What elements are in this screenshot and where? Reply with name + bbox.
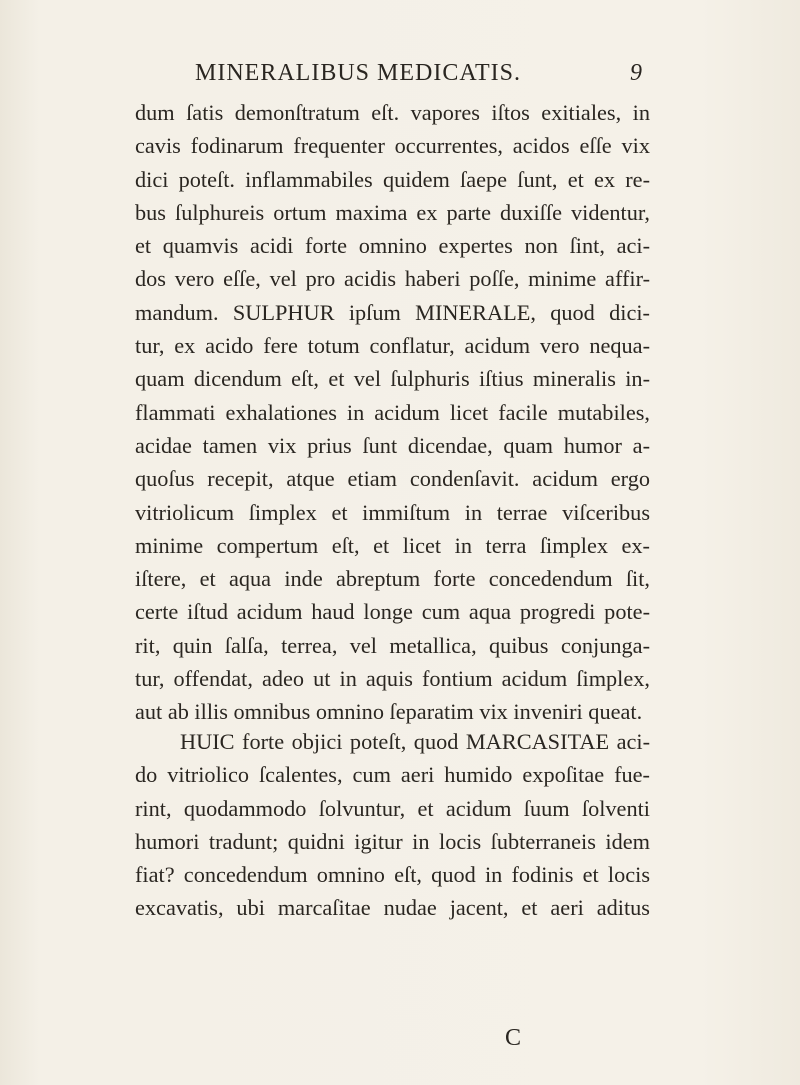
text-line: acidae tamen vix prius ſunt dicendae, quam humor a-: [135, 432, 650, 458]
text-line: dum ſatis demonſtratum eſt. vapores iſtos exitiales, in: [135, 100, 650, 125]
text-line: rint, quodammodo ſolvuntur, et acidum ſuum ſolventi: [135, 795, 650, 821]
text-line: do vitriolico ſcalentes, cum aeri humido expoſitae fue-: [135, 762, 650, 788]
text-line: iſtere, et aqua inde abreptum forte concedendum ſit,: [135, 566, 650, 592]
text-line: cavis fodinarum frequenter occurrentes, acidos eſſe vix: [135, 133, 650, 159]
text-line: flammati exhalationes in acidum licet facile mutabiles,: [135, 399, 650, 425]
paragraph-1: [135, 96, 650, 729]
text-line: aut ab illis omnibus omnino ſeparatim vix inveniri queat.: [135, 699, 643, 725]
text-line: vitriolicum ſimplex et immiſtum in terrae viſceribus: [135, 499, 650, 525]
text-line: minime compertum eſt, et licet in terra ſimplex ex-: [135, 532, 650, 558]
text-line: quam dicendum eſt, et vel ſulphuris iſtius mineralis in-: [135, 366, 650, 392]
text-line: excavatis, ubi marcaſitae nudae jacent, et aeri aditus: [135, 895, 650, 921]
text-line: dos vero eſſe, vel pro acidis haberi poſſe, minime affir-: [135, 266, 650, 292]
text-line: tur, ex acido fere totum conflatur, acidum vero nequa-: [135, 333, 650, 359]
page-number: 9: [630, 60, 642, 86]
text-line: dici poteſt. inflammabiles quidem ſaepe ſunt, et ex re-: [135, 166, 650, 192]
text-line: bus ſulphureis ortum maxima ex parte duxiſſe videntur,: [135, 199, 650, 225]
text-line: humori tradunt; quidni igitur in locis ſubterraneis idem: [135, 828, 650, 854]
running-title: MINERALIBUS MEDICATIS.: [195, 60, 522, 86]
paragraph-2: [135, 725, 650, 925]
text-line: certe iſtud acidum haud longe cum aqua progredi pote-: [135, 599, 650, 625]
text-line: mandum. SULPHUR ipſum MINERALE, quod dici-: [135, 299, 650, 325]
text-line: fiat? concedendum omnino eſt, quod in fodinis et locis: [135, 862, 650, 888]
signature-mark: C: [505, 1025, 522, 1051]
text-line: HUIC forte objici poteſt, quod MARCASITAE aci-: [180, 729, 650, 754]
text-line: quoſus recepit, atque etiam condenſavit. acidum ergo: [135, 466, 650, 492]
text-line: et quamvis acidi forte omnino expertes non ſint, aci-: [135, 233, 650, 259]
text-line: rit, quin ſalſa, terrea, vel metallica, quibus conjunga-: [135, 632, 650, 658]
text-line: tur, offendat, adeo ut in aquis fontium acidum ſimplex,: [135, 666, 650, 692]
